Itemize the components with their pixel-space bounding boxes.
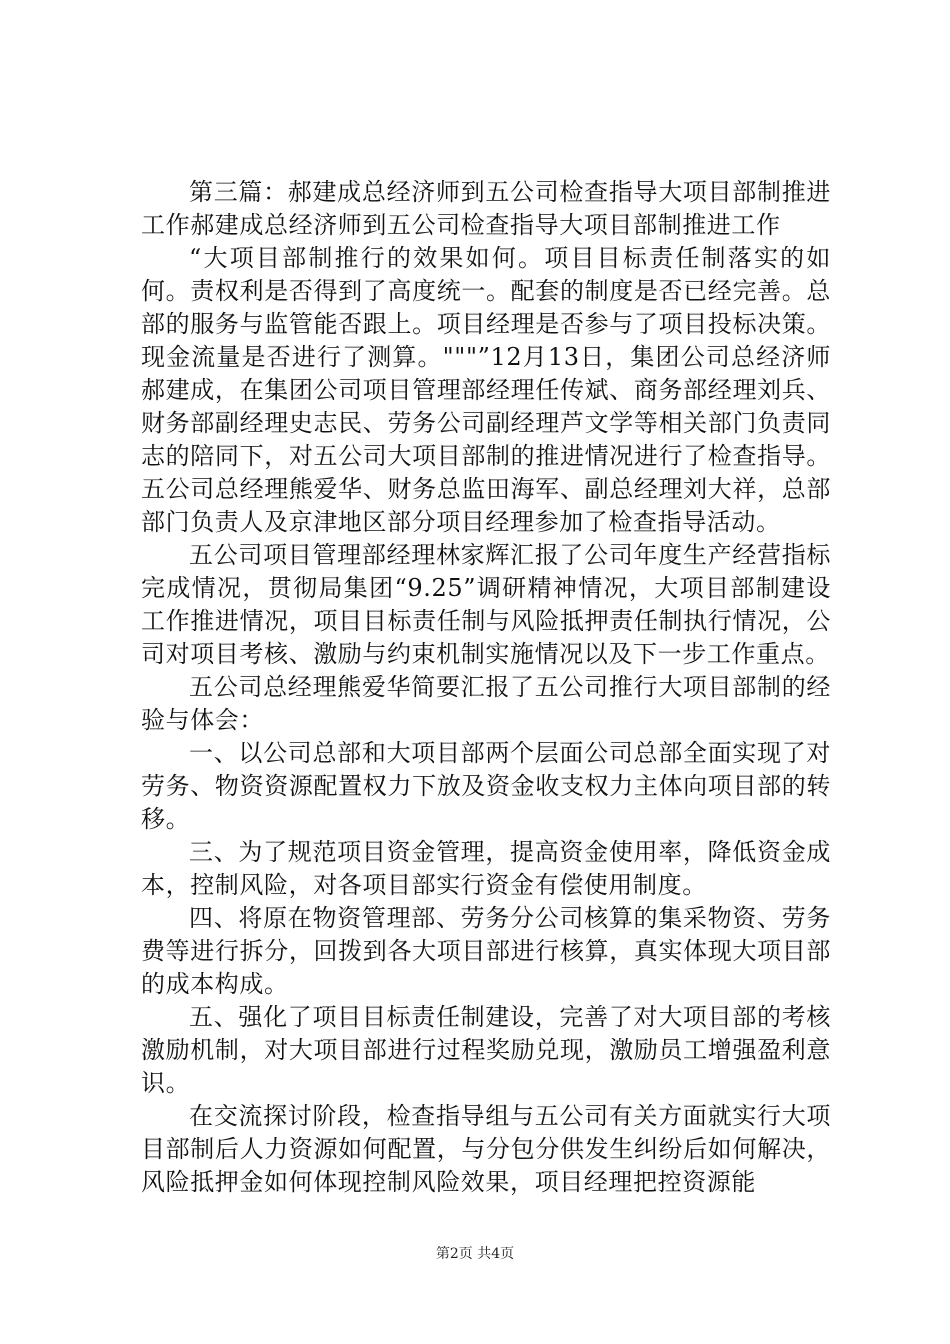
paragraph-intro: “大项目部制推行的效果如何。项目目标责任制落实的如何。责权利是否得到了高度统一。配套的制度是否已经完善。总部的服务与监管能否跟上。项目经理是否参与了项目投标决策。现金流量是否进行了测算。"""”12月13日，集团公司总经济师郝建成，在集团公司项目管理部经理任传斌、商务部经理刘兵、财务部副经理史志民、劳务公司副经理芦文学等相关部门负责同志的陪同下，对五公司大项目部制的推进情况进行了检查指导。五公司总经理熊爱华、财务总监田海军、副总经理刘大祥，总部部门负责人及京津地区部分项目经理参加了检查指导活动。: [141, 244, 831, 536]
paragraph-summary: 五公司总经理熊爱华简要汇报了五公司推行大项目部制的经验与体会：: [141, 673, 831, 734]
paragraph-discussion: 在交流探讨阶段，检查指导组与五公司有关方面就实行大项目部制后人力资源如何配置，与分包分供发生纠纷后如何解决，风险抵押金如何体现控制风险效果，项目经理把控资源能: [141, 1102, 831, 1196]
paragraph-item-1: 一、以公司总部和大项目部两个层面公司总部全面实现了对劳务、物资资源配置权力下放及资金收支权力主体向项目部的转移。: [141, 739, 831, 833]
page-footer: 第2页 共4页: [435, 1246, 515, 1262]
paragraph-item-4: 四、将原在物资管理部、劳务分公司核算的集采物资、劳务费等进行拆分，回拨到各大项目部进行核算，真实体现大项目部的成本构成。: [141, 904, 831, 998]
paragraph-report: 五公司项目管理部经理林家辉汇报了公司年度生产经营指标完成情况，贯彻局集团“9.25”调研精神情况，大项目部制建设工作推进情况，项目目标责任制与风险抵押责任制执行情况，公司对项目考核、激励与约束机制实施情况以及下一步工作重点。: [141, 541, 831, 668]
paragraph-title: 第三篇：郝建成总经济师到五公司检查指导大项目部制推进工作郝建成总经济师到五公司检查指导大项目部制推进工作: [141, 178, 831, 239]
document-body: [141, 176, 831, 1199]
paragraph-item-5: 五、强化了项目目标责任制建设，完善了对大项目部的考核激励机制，对大项目部进行过程奖励兑现，激励员工增强盈利意识。: [141, 1003, 831, 1097]
paragraph-item-3: 三、为了规范项目资金管理，提高资金使用率，降低资金成本，控制风险，对各项目部实行资金有偿使用制度。: [141, 838, 831, 899]
